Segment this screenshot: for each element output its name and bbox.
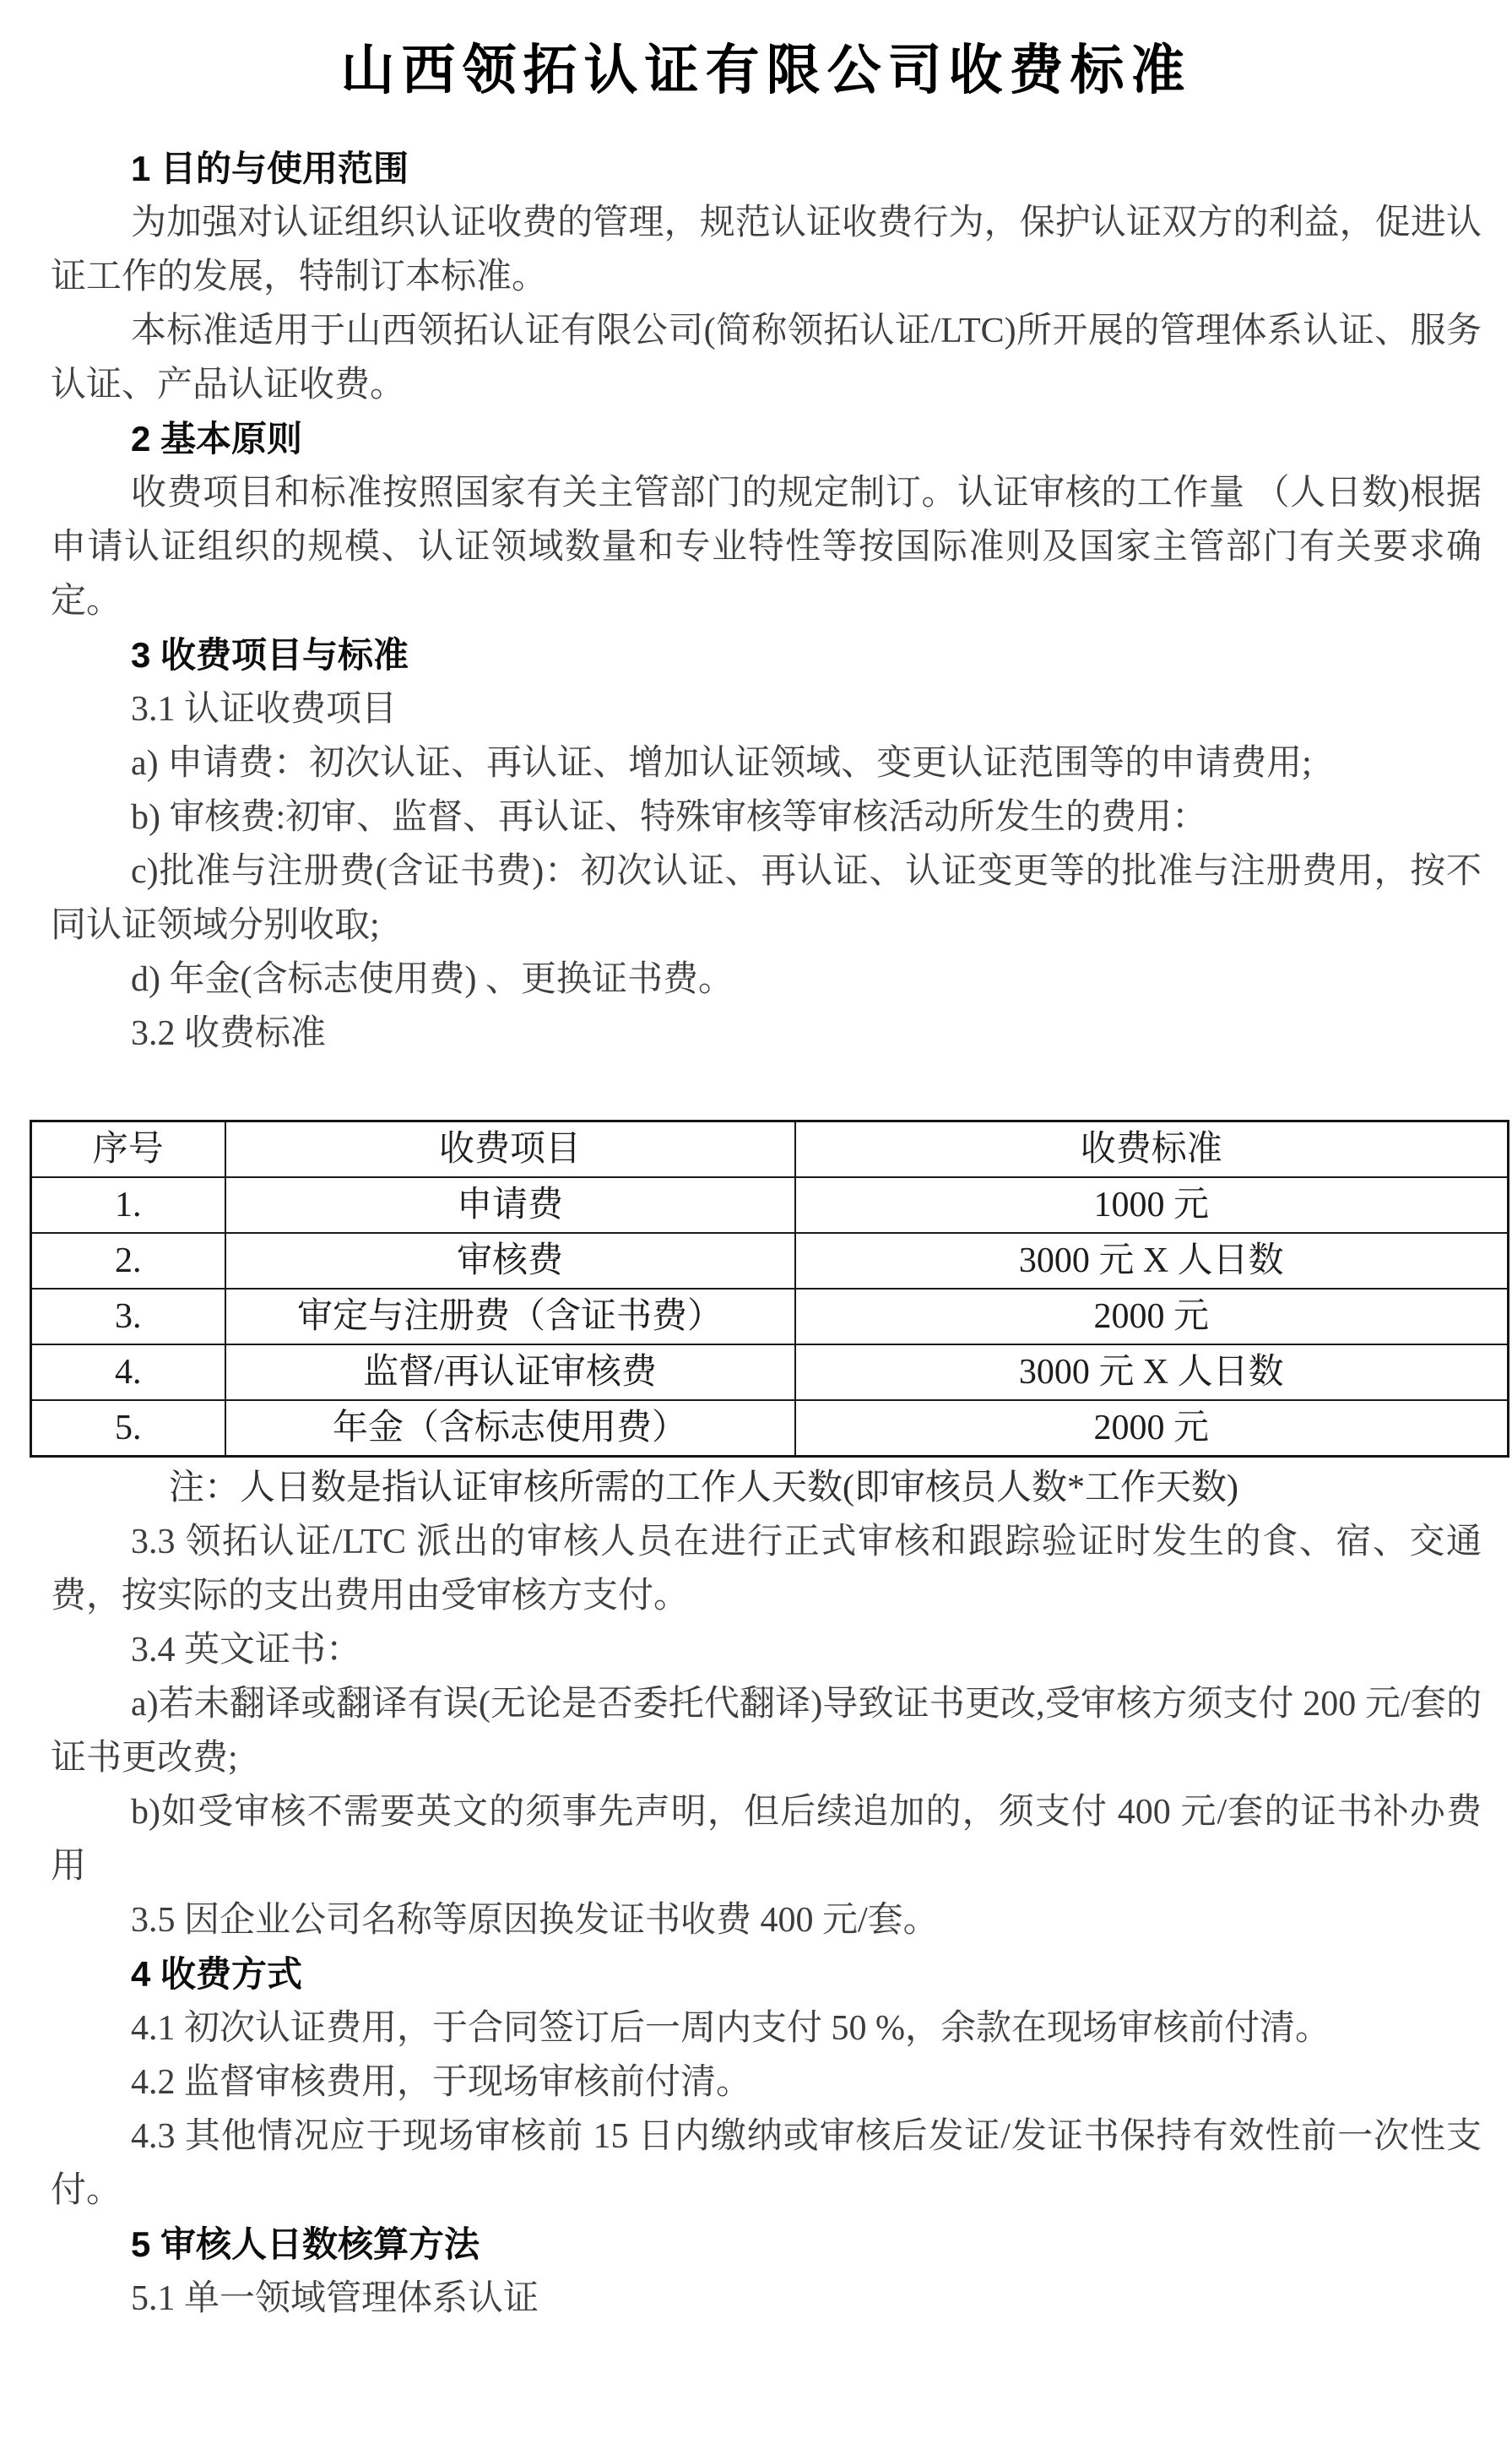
table-header-standard: 收费标准	[795, 1121, 1509, 1178]
subsection-4-2: 4.2 监督审核费用，于现场审核前付清。	[131, 2063, 752, 2102]
section-heading-1: 1 目的与使用范围	[131, 149, 409, 188]
table-cell-standard: 3000 元 X 人日数	[795, 1233, 1509, 1289]
paragraph-principle: 收费项目和标准按照国家有关主管部门的规定制订。认证审核的工作量 （人日数)根据申请认证组织的规模、认证领域数量和专业特性等按国际准则及国家主管部门有关要求确定。	[51, 474, 1482, 621]
section-heading-2: 2 基本原则	[131, 419, 303, 459]
fee-item-c: c)批准与注册费(含证书费)：初次认证、再认证、认证变更等的批准与注册费用，按不同认证领域分别收取;	[51, 852, 1482, 945]
table-header-index: 序号	[31, 1121, 225, 1178]
table-cell-index: 5.	[31, 1400, 225, 1457]
subsection-3-5: 3.5 因企业公司名称等原因换发证书收费 400 元/套。	[131, 1901, 939, 1940]
subsection-5-1: 5.1 单一领域管理体系认证	[131, 2279, 539, 2318]
english-cert-item-b: b)如受审核不需要英文的须事先声明，但后续追加的，须支付 400 元/套的证书补办费用	[51, 1793, 1482, 1886]
table-cell-index: 3.	[31, 1289, 225, 1344]
table-cell-item: 申请费	[225, 1177, 795, 1233]
english-cert-item-a: a)若未翻译或翻译有误(无论是否委托代翻译)导致证书更改,受审核方须支付 200 元/套的证书更改费;	[51, 1685, 1482, 1778]
table-row	[31, 1289, 1509, 1344]
document-title: 山西领拓认证有限公司收费标准	[340, 41, 1192, 100]
document-body	[51, 142, 1482, 2326]
table-header-item: 收费项目	[225, 1121, 795, 1178]
table-footnote: 注：人日数是指认证审核所需的工作人天数(即审核员人数*工作天数)	[169, 1469, 1238, 1507]
table-cell-item: 监督/再认证审核费	[225, 1344, 795, 1400]
table-row	[31, 1233, 1509, 1289]
table-cell-index: 4.	[31, 1344, 225, 1400]
subsection-3-2: 3.2 收费标准	[131, 1014, 327, 1053]
table-row	[31, 1177, 1509, 1233]
table-cell-standard: 2000 元	[795, 1289, 1509, 1344]
table-cell-index: 2.	[31, 1233, 225, 1289]
table-cell-standard: 3000 元 X 人日数	[795, 1344, 1509, 1400]
subsection-3-1: 3.1 认证收费项目	[131, 690, 398, 729]
table-cell-item: 审核费	[225, 1233, 795, 1289]
table-cell-index: 1.	[31, 1177, 225, 1233]
paragraph-purpose-1: 为加强对认证组织认证收费的管理，规范认证收费行为，保护认证双方的利益，促进认证工作的发展，特制订本标准。	[51, 204, 1482, 296]
section-heading-4: 4 收费方式	[131, 1954, 303, 1994]
subsection-3-3: 3.3 领拓认证/LTC 派出的审核人员在进行正式审核和跟踪验证时发生的食、宿、交通费，按实际的支出费用由受审核方支付。	[51, 1523, 1482, 1615]
subsection-4-3: 4.3 其他情况应于现场审核前 15 日内缴纳或审核后发证/发证书保持有效性前一次性支付。	[51, 2117, 1482, 2210]
fee-item-b: b) 审核费:初审、监督、再认证、特殊审核等审核活动所发生的费用：	[131, 798, 1208, 837]
table-header-row	[31, 1121, 1509, 1178]
fee-item-a: a) 申请费：初次认证、再认证、增加认证领域、变更认证范围等的申请费用;	[131, 744, 1312, 783]
section-heading-5: 5 审核人日数核算方法	[131, 2224, 480, 2264]
table-cell-standard: 1000 元	[795, 1177, 1509, 1233]
table-row	[31, 1344, 1509, 1400]
fee-standard-table	[30, 1120, 1509, 1458]
table-cell-standard: 2000 元	[795, 1400, 1509, 1457]
paragraph-purpose-2: 本标准适用于山西领拓认证有限公司(简称领拓认证/LTC)所开展的管理体系认证、服务认证、产品认证收费。	[51, 312, 1482, 405]
table-cell-item: 审定与注册费（含证书费）	[225, 1289, 795, 1344]
table-cell-item: 年金（含标志使用费）	[225, 1400, 795, 1457]
subsection-3-4: 3.4 英文证书：	[131, 1631, 362, 1670]
subsection-4-1: 4.1 初次认证费用，于合同签订后一周内支付 50 %，余款在现场审核前付清。	[131, 2009, 1330, 2048]
fee-item-d: d) 年金(含标志使用费) 、更换证书费。	[131, 960, 734, 999]
table-row	[31, 1400, 1509, 1457]
section-heading-3: 3 收费项目与标准	[131, 635, 409, 675]
